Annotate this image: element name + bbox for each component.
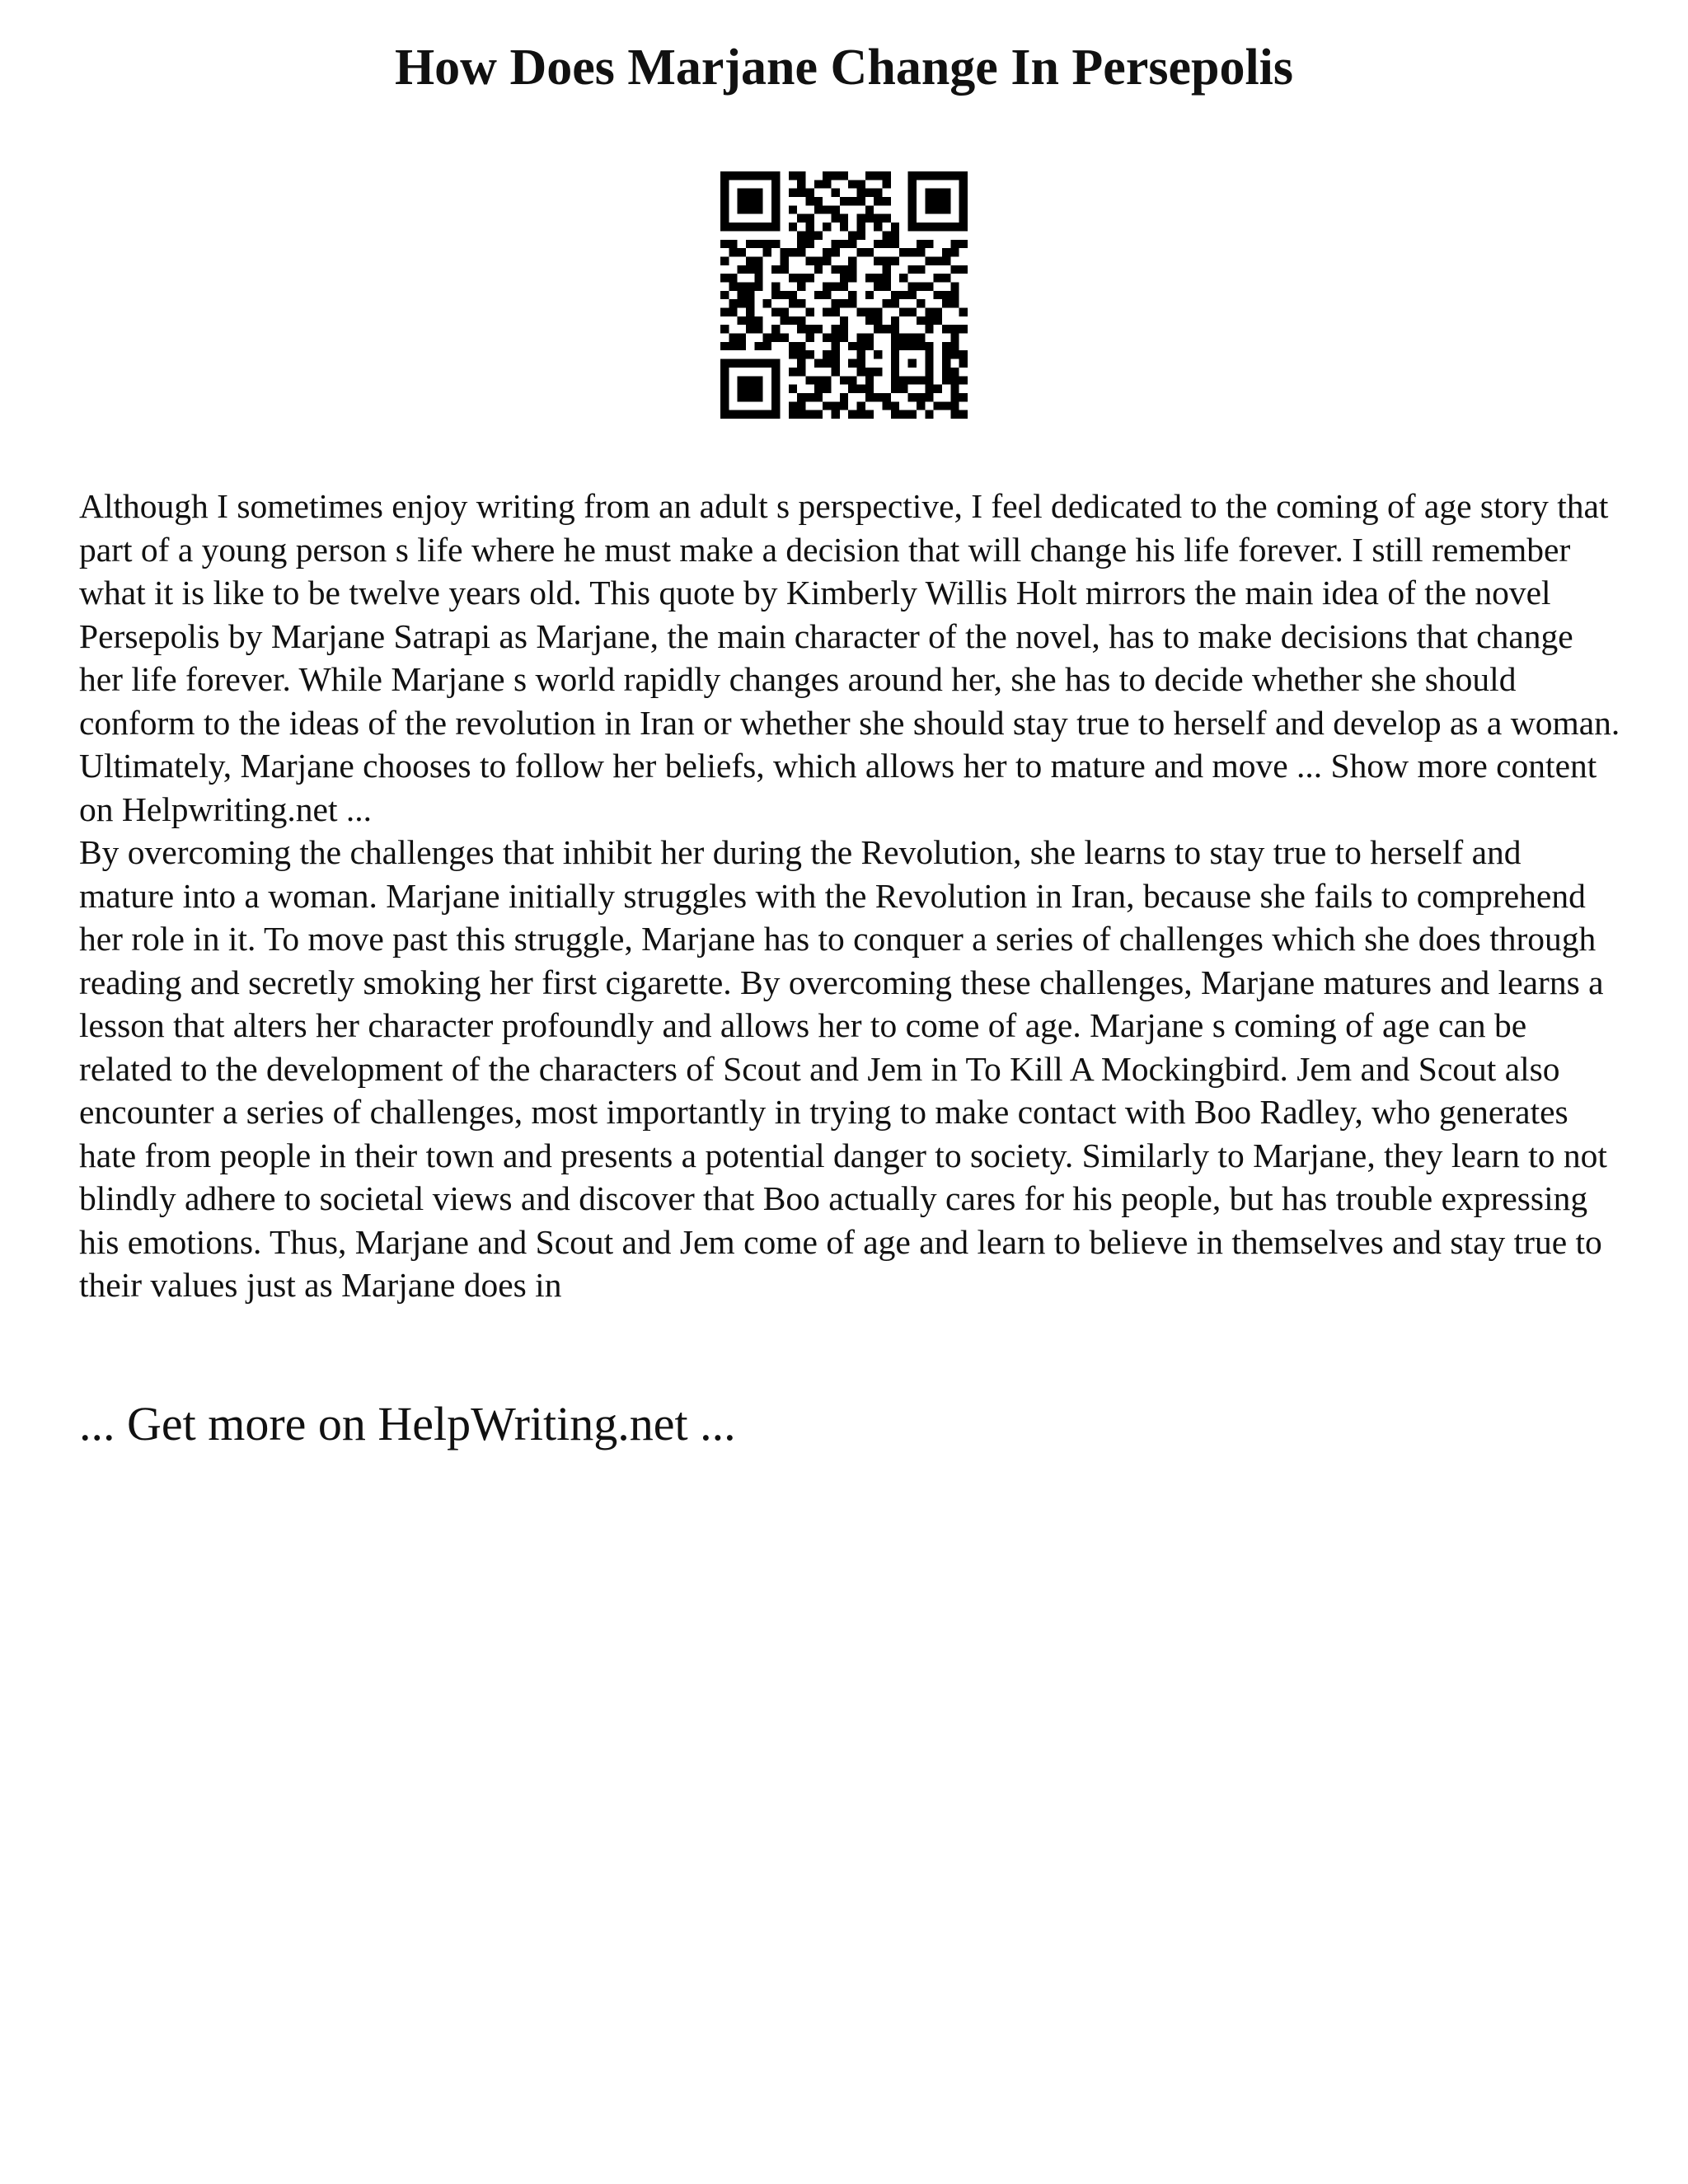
qr-code-icon <box>720 171 968 419</box>
article-body <box>79 485 1620 1307</box>
get-more-link[interactable]: ... Get more on HelpWriting.net ... <box>79 1397 736 1451</box>
paragraph-main: By overcoming the challenges that inhibit her during the Revolution, she learns to stay true to herself and mature into a woman. Marjane initially struggles with the Revolution in Iran, because she fails to comprehend her role in it. To move past this struggle, Marjane has to conquer a series of challenges which she does through reading and secretly smoking her first cigarette. By overcoming these challenges, Marjane matures and learns a lesson that alters her character profoundly and allows her to come of age. Marjane s coming of age can be related to the development of the characters of Scout and Jem in To Kill A Mockingbird. Jem and Scout also encounter a series of challenges, most importantly in trying to make contact with Boo Radley, who generates hate from people in their town and presents a potential danger to society. Similarly to Marjane, they learn to not blindly adhere to societal views and discover that Boo actually cares for his people, but has trouble expressing his emotions. Thus, Marjane and Scout and Jem come of age and learn to believe in themselves and stay true to their values just as Marjane does in <box>79 833 1607 1304</box>
paragraph-intro: Although I sometimes enjoy writing from an adult s perspective, I feel dedicated to the coming of age story that part of a young person s life where he must make a decision that will change his life forever. I still remember what it is like to be twelve years old. This quote by Kimberly Willis Holt mirrors the main idea of the novel Persepolis by Marjane Satrapi as Marjane, the main character of the novel, has to make decisions that change her life forever. While Marjane s world rapidly changes around her, she has to decide whether she should conform to the ideas of the revolution in Iran or whether she should stay true to herself and develop as a woman. Ultimately, Marjane chooses to follow her beliefs, which allows her to mature and move ... Show more content on Helpwriting.net ... <box>79 487 1620 828</box>
page-title: How Does Marjane Change In Persepolis <box>394 40 1294 96</box>
